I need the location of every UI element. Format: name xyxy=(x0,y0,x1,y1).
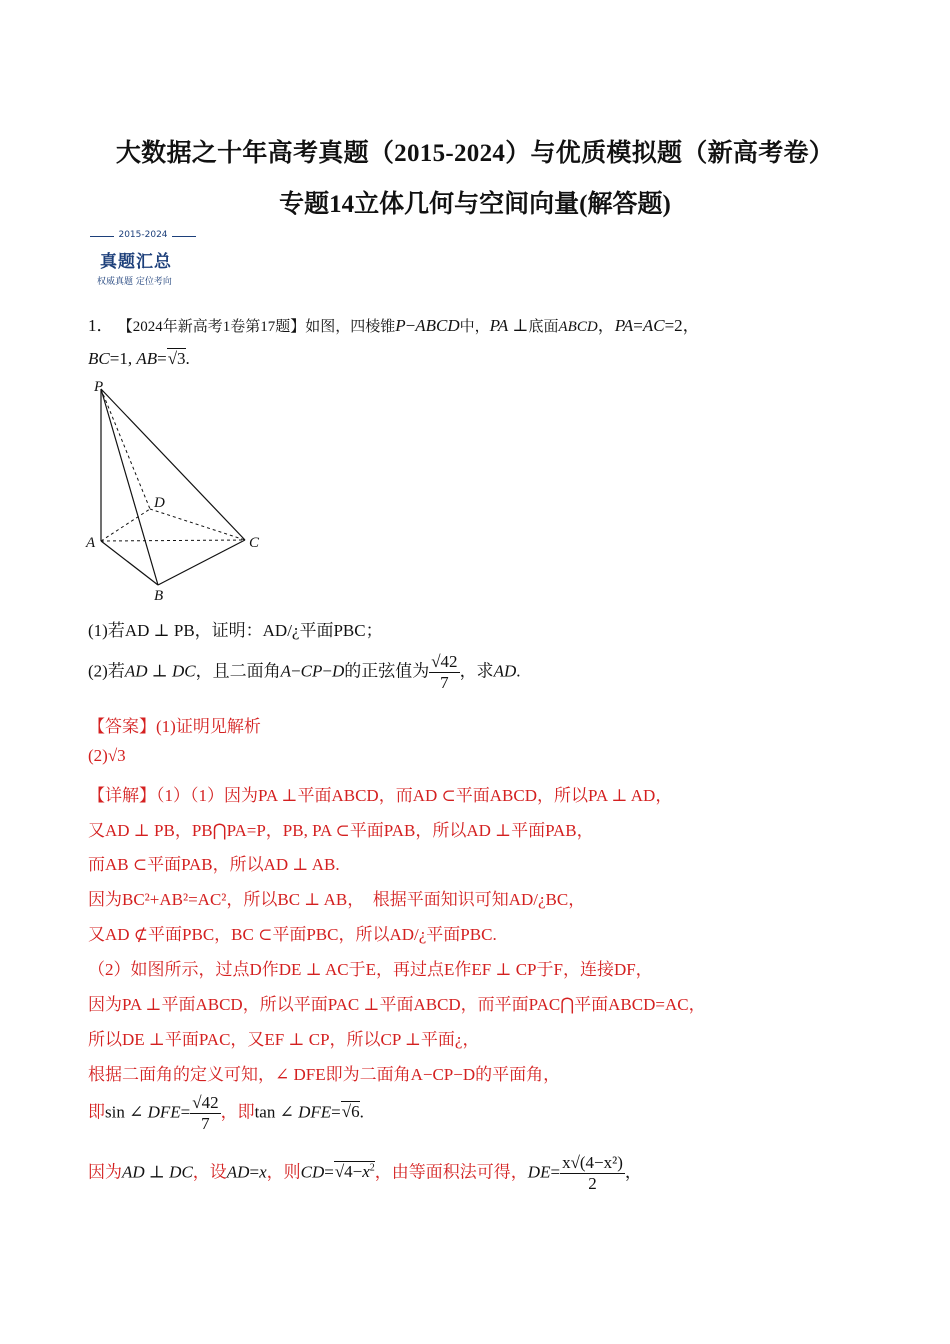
detail-line-4: 因为BC²+AB²=AC²，所以BC ⊥ AB， 根据平面知识可知AD/¿BC， xyxy=(88,890,586,909)
sine-fraction xyxy=(429,652,459,693)
edge-pd xyxy=(101,389,150,509)
sin-dfe-numerator: √42 xyxy=(192,1093,219,1112)
sin-dfe-denominator: 7 xyxy=(201,1114,210,1133)
badge-subtitle: 权威真题 定位考向 xyxy=(97,277,172,287)
answer-label: 【答案】 xyxy=(88,717,156,736)
de-denominator: 2 xyxy=(588,1174,597,1193)
edge-ac xyxy=(101,540,245,541)
problem-number: 1． xyxy=(88,316,114,335)
detail-text-1: （1）（1）因为PA ⊥平面ABCD，而AD ⊂平面ABCD，所以PA ⊥ AD， xyxy=(156,786,673,805)
problem-line-1: 1． 【2024年新高考1卷第17题】如图，四棱锥P−ABCD中，PA ⊥底面ABCD，PA=AC=2， xyxy=(88,316,700,335)
detail-line-11: 因为AD ⊥ DC，设AD=x，则$CD=√4-x^2$，由等面积法可得，DE= $\frac{\text{x√(4−x²)}}{2}$ ， xyxy=(88,1153,642,1193)
detail-line-10: 即sin ∠ DFE= $\frac{√42}{7}$ ，即tan ∠ DFE=√6. xyxy=(88,1093,364,1133)
detail-line-7: 因为PA ⊥平面ABCD，所以平面PAC ⊥平面ABCD，而平面PAC⋂平面ABCD=AC， xyxy=(88,995,706,1014)
detail-line-2: 又AD ⊥ PB，PB⋂PA=P，PB, PA ⊂平面PAB，所以AD ⊥平面PAB， xyxy=(88,821,594,840)
edge-ab xyxy=(101,541,158,585)
sin-dfe-fraction xyxy=(190,1093,220,1134)
de-numerator: x√(4−x²) xyxy=(562,1153,623,1172)
answer-1: (1)证明见解析 xyxy=(156,717,261,736)
label-b: B xyxy=(154,588,164,604)
problem-source: 【2024年新高考1卷第17题】 xyxy=(117,319,306,335)
document-subtitle: 专题14立体几何与空间向量(解答题) xyxy=(279,191,671,218)
badge-title: 真题汇总 xyxy=(100,252,172,272)
sine-numerator: √42 xyxy=(431,652,458,671)
de-fraction xyxy=(560,1153,625,1194)
detail-line-8: 所以DE ⊥平面PAC，又EF ⊥ CP，所以CP ⊥平面¿， xyxy=(88,1030,480,1049)
answer-line-1 xyxy=(88,712,261,737)
answer-line-2 xyxy=(88,746,126,766)
question-2: (2)若AD ⊥ DC，且二面角A−CP−D的正弦值为 $\frac{√42}{7}$ ，求AD. xyxy=(88,652,521,692)
answer-2: (2)√3 xyxy=(88,746,126,765)
label-c: C xyxy=(249,535,260,551)
document-title: 大数据之十年高考真题（2015-2024）与优质模拟题（新高考卷） xyxy=(115,140,835,167)
detail-line-5: 又AD ⊄平面PBC，BC ⊂平面PBC，所以AD/¿平面PBC. xyxy=(88,925,497,944)
pyramid-figure xyxy=(84,374,274,606)
problem-intro: 如图，四棱锥 xyxy=(305,319,396,335)
problem-line-2: BC=1, AB=√3. xyxy=(88,349,190,368)
sine-denominator: 7 xyxy=(440,673,449,692)
badge-years: 2015-2024 xyxy=(88,230,198,240)
detail-line-6: （2）如图所示，过点D作DE ⊥ AC于E，再过点E作EF ⊥ CP于F，连接DF， xyxy=(88,960,653,979)
detail-line-9: 根据二面角的定义可知，∠ DFE即为二面角A−CP−D的平面角， xyxy=(88,1065,561,1084)
label-a: A xyxy=(86,535,96,551)
detail-label: 【详解】 xyxy=(88,786,156,805)
edge-ad xyxy=(101,509,150,541)
section-badge xyxy=(88,230,203,292)
label-p: P xyxy=(94,379,104,395)
label-d: D xyxy=(154,495,165,511)
detail-line-1 xyxy=(88,781,672,806)
question-1: (1)若AD ⊥ PB，证明：AD/¿平面PBC； xyxy=(88,621,383,640)
detail-line-3: 而AB ⊂平面PAB，所以AD ⊥ AB. xyxy=(88,855,340,874)
edge-bc xyxy=(158,540,245,585)
